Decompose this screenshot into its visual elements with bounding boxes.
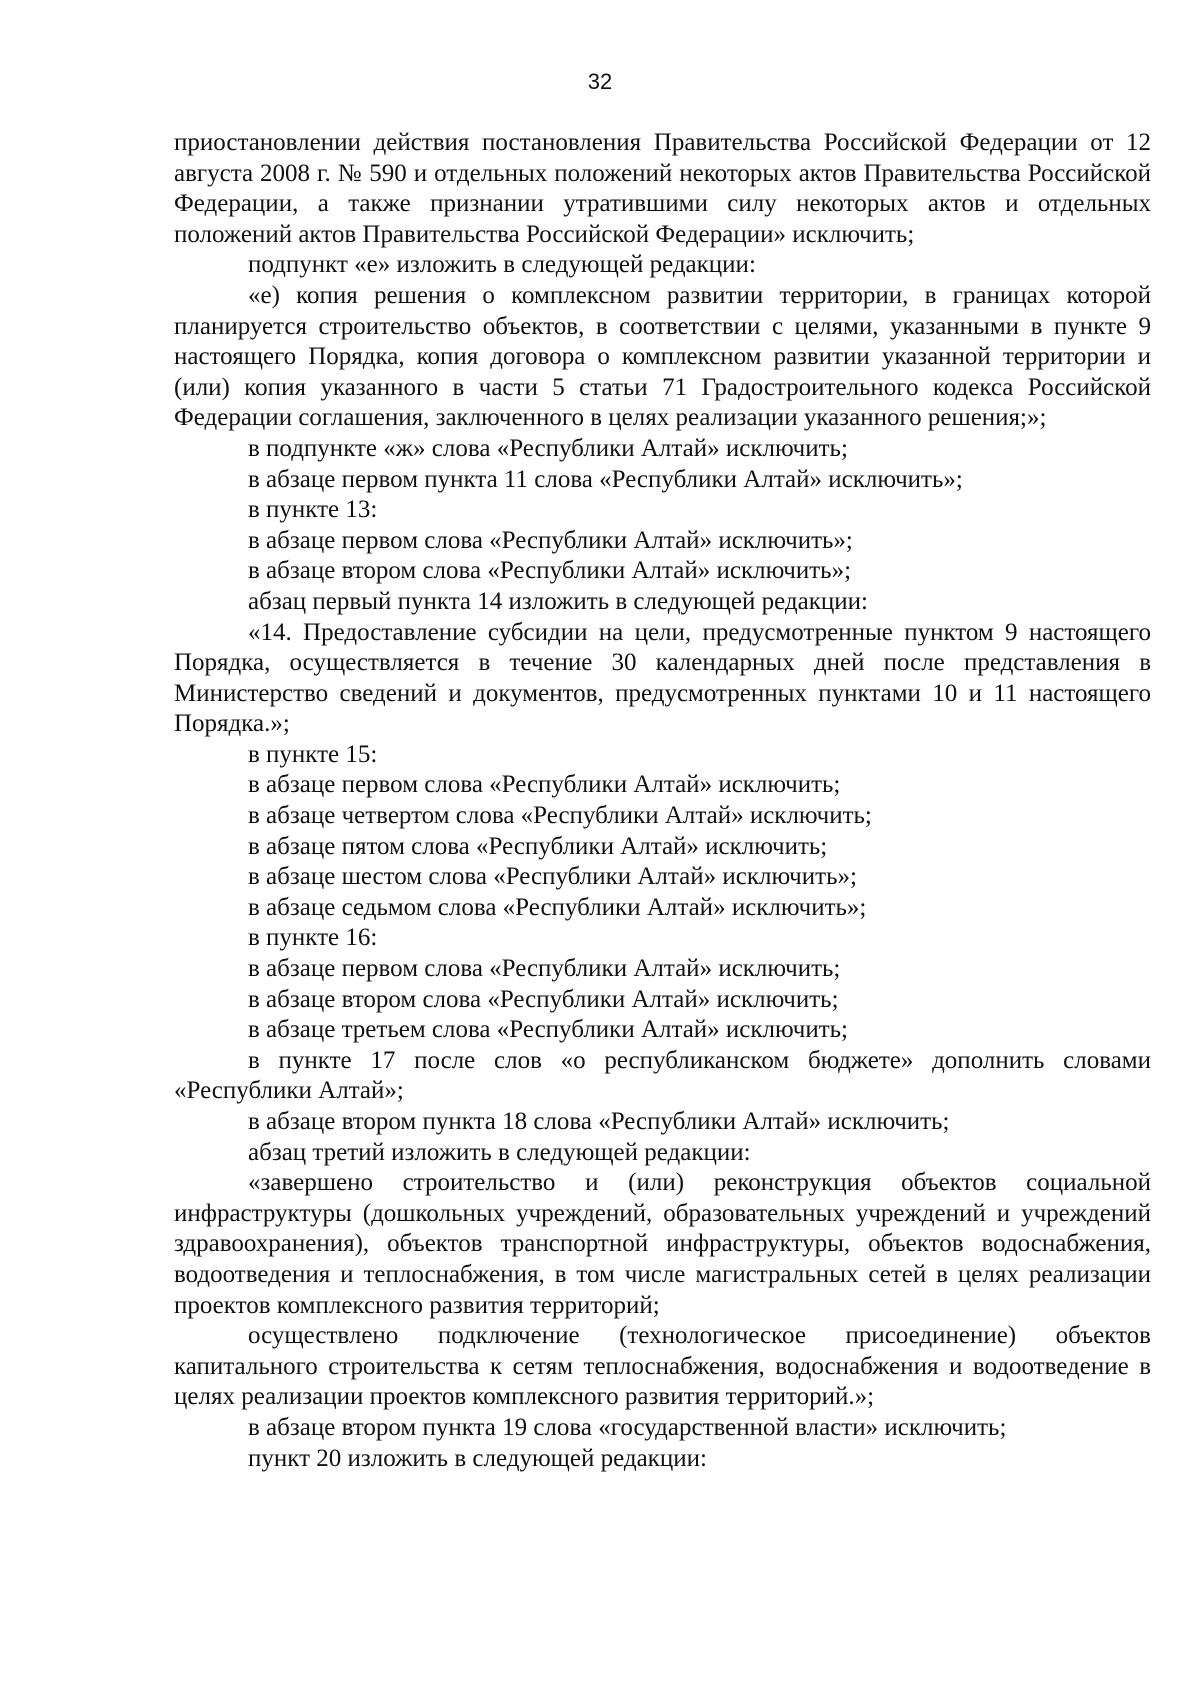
paragraph: абзац первый пункта 14 изложить в следующей редакции:	[248, 587, 868, 615]
paragraph: в абзаце пятом слова «Республики Алтай» исключить;	[248, 832, 828, 860]
paragraph: в абзаце втором пункта 18 слова «Республики Алтай» исключить;	[248, 1108, 950, 1135]
paragraph: в абзаце первом слова «Республики Алтай» исключить;	[248, 955, 841, 983]
paragraph: в абзаце втором слова «Республики Алтай» исключить»;	[248, 557, 852, 585]
paragraph: в абзаце втором пункта 19 слова «государственной власти» исключить;	[248, 1413, 1007, 1441]
paragraph: «е) копия решения о комплексном развитии территории, в границах которой планируется строительство объектов, в соответствии с целями, указанными в пункте 9 настоящего Порядка, копия договора о комплексном развитии указанной территории и (или) копия указанного в части 5 статьи 71 Градостроительного кодекса Российской Федерации соглашения, заключенного в целях реализации указанного решения;»;	[174, 281, 1151, 432]
page-number: 32	[587, 69, 613, 94]
paragraph: в абзаце первом пункта 11 слова «Республики Алтай» исключить»;	[248, 465, 963, 493]
paragraph: осуществлено подключение (технологическое присоединение) объектов капитального строительства к сетям теплоснабжения, водоснабжения и водоотведение в целях реализации проектов комплексного развития территорий.»;	[174, 1322, 1151, 1411]
paragraph: подпункт «е» изложить в следующей редакции:	[248, 251, 756, 279]
paragraph: в абзаце третьем слова «Республики Алтай» исключить;	[248, 1016, 848, 1044]
paragraph: в пункте 15:	[248, 740, 378, 768]
paragraph: приостановлении действия постановления Правительства Российской Федерации от 12 августа 2008 г. № 590 и отдельных положений некоторых актов Правительства Российской Федерации, а также признании утратившими силу некоторых актов и отдельных положений актов Правительства Российской Федерации» исключить;	[174, 129, 1151, 248]
paragraph: в подпункте «ж» слова «Республики Алтай» исключить;	[248, 434, 848, 462]
document-body	[174, 128, 1151, 1474]
paragraph: в пункте 13:	[248, 496, 378, 524]
paragraph: пункт 20 изложить в следующей редакции:	[248, 1444, 707, 1472]
paragraph: в абзаце первом слова «Республики Алтай» исключить;	[248, 771, 841, 799]
paragraph: в абзаце шестом слова «Республики Алтай» исключить»;	[248, 863, 857, 891]
paragraph: в абзаце первом слова «Республики Алтай» исключить»;	[248, 526, 853, 554]
paragraph: в пункте 16:	[248, 924, 378, 952]
paragraph: в пункте 17 после слов «о республиканском бюджете» дополнить словами «Республики Алтай»;	[174, 1046, 1151, 1105]
paragraph: «завершено строительство и (или) реконструкция объектов социальной инфраструктуры (дошкольных учреждений, образовательных учреждений и учреждений здравоохранения), объектов транспортной инфраструктуры, объектов водоснабжения, водоотведения и теплоснабжения, в том числе магистральных сетей в целях реализации проектов комплексного развития территорий;	[174, 1169, 1151, 1319]
paragraph: абзац третий изложить в следующей редакции:	[248, 1138, 751, 1166]
paragraph: в абзаце четвертом слова «Республики Алтай» исключить;	[248, 802, 872, 830]
paragraph: «14. Предоставление субсидии на цели, предусмотренные пунктом 9 настоящего Порядка, осуществляется в течение 30 календарных дней после представления в Министерство сведений и документов, предусмотренных пунктами 10 и 11 настоящего Порядка.»;	[174, 618, 1151, 738]
paragraph: в абзаце втором слова «Республики Алтай» исключить;	[248, 985, 839, 1013]
paragraph: в абзаце седьмом слова «Республики Алтай» исключить»;	[248, 893, 867, 921]
